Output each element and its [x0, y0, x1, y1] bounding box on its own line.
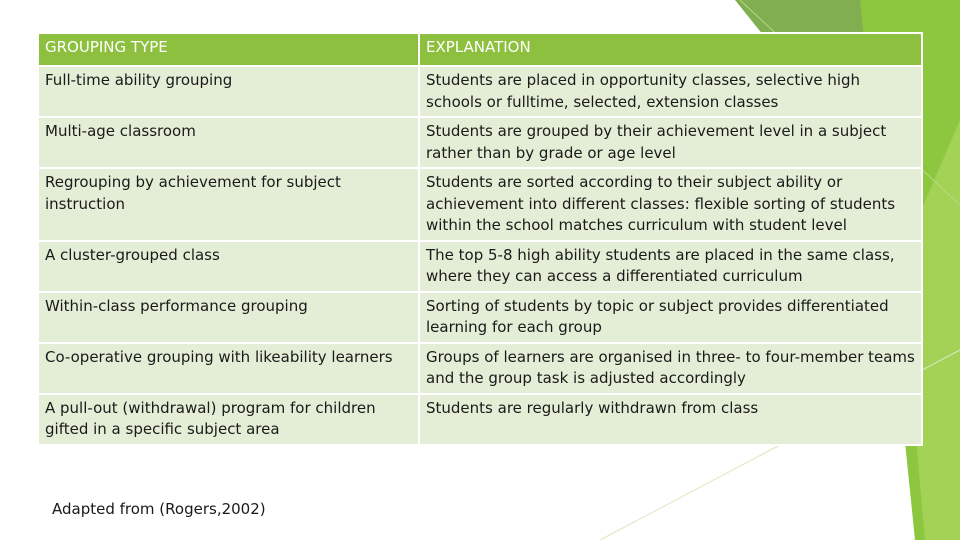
- explanation-cell: The top 5-8 high ability students are placed in the same class, where they can access a differentiated curriculum: [419, 241, 922, 292]
- table-row: [38, 343, 922, 394]
- header-grouping-type: GROUPING TYPE: [38, 33, 419, 66]
- grouping-type-cell: A cluster-grouped class: [38, 241, 419, 292]
- table-row: [38, 241, 922, 292]
- grouping-type-cell: Co-operative grouping with likeability learners: [38, 343, 419, 394]
- grouping-type-cell: Multi-age classroom: [38, 117, 419, 168]
- explanation-cell: Students are regularly withdrawn from class: [419, 394, 922, 445]
- header-explanation: EXPLANATION: [419, 33, 922, 66]
- table-header-row: [38, 33, 922, 66]
- grouping-type-cell: Within-class performance grouping: [38, 292, 419, 343]
- grouping-type-cell: A pull-out (withdrawal) program for children gifted in a specific subject area: [38, 394, 419, 445]
- explanation-cell: Students are sorted according to their subject ability or achievement into different classes: flexible sorting of students within the school matches curriculum with student level: [419, 168, 922, 241]
- explanation-cell: Groups of learners are organised in three- to four-member teams and the group task is adjusted accordingly: [419, 343, 922, 394]
- explanation-cell: Students are placed in opportunity classes, selective high schools or fulltime, selected, extension classes: [419, 66, 922, 117]
- explanation-cell: Sorting of students by topic or subject provides differentiated learning for each group: [419, 292, 922, 343]
- grouping-type-cell: Full-time ability grouping: [38, 66, 419, 117]
- source-caption: Adapted from (Rogers,2002): [52, 500, 266, 518]
- table-row: [38, 394, 922, 445]
- table-row: [38, 168, 922, 241]
- grouping-table: [37, 32, 923, 446]
- table-row: [38, 117, 922, 168]
- table-row: [38, 292, 922, 343]
- explanation-cell: Students are grouped by their achievement level in a subject rather than by grade or age level: [419, 117, 922, 168]
- table-row: [38, 66, 922, 117]
- grouping-type-cell: Regrouping by achievement for subject instruction: [38, 168, 419, 241]
